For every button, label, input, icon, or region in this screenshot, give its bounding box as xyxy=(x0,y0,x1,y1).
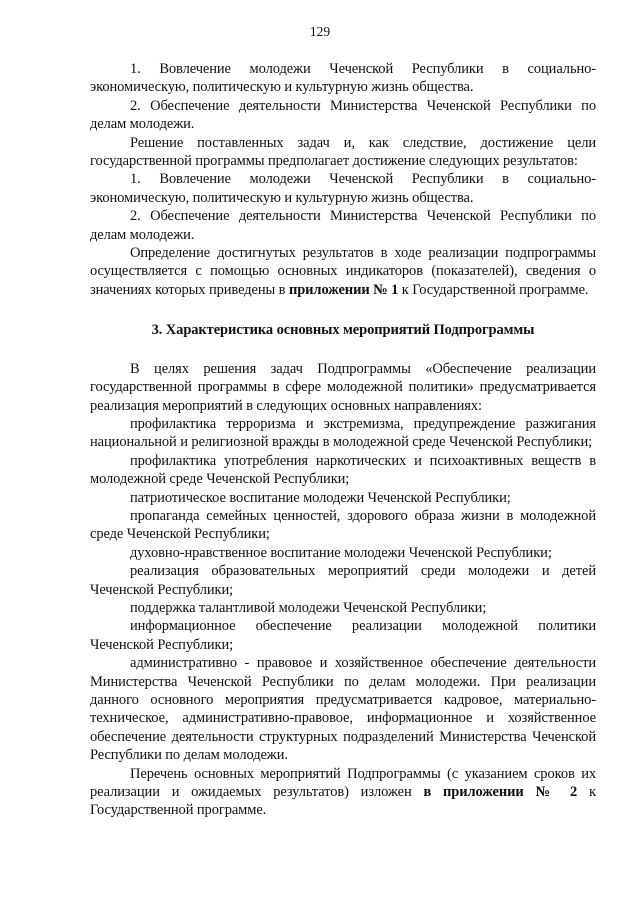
direction-drug-prevention: профилактика употребления наркотических и психоактивных веществ в молодежной среде Чеченской Республики; xyxy=(90,452,596,488)
direction-educational-events: реализация образовательных мероприятий среди молодежи и детей Чеченской Республики; xyxy=(90,563,596,598)
page-number: 129 xyxy=(309,24,331,39)
paragraph-results-intro: Решение поставленных задач и, как следствие, достижение цели государственной программы предполагает достижение следующих результатов: xyxy=(90,134,596,170)
section-heading: 3. Характеристика основных мероприятий Подпрограммы xyxy=(151,322,535,339)
events-list-text: Перечень основных мероприятий Подпрограммы (с указанием сроков их реализации и ожидаемых результатов) изложен xyxy=(90,765,596,801)
paragraph-result-2: 2. Обеспечение деятельности Министерства Чеченской Республики по делам молодежи. xyxy=(90,208,596,243)
direction-information-support: информационное обеспечение реализации молодежной политики Чеченской Республики; xyxy=(90,618,596,653)
direction-moral-education: духовно-нравственное воспитание молодежи Чеченской Республики; xyxy=(130,544,552,561)
events-list-text-end: к Государственной программе. xyxy=(90,784,596,819)
appendix-2-reference: в приложении № 2 xyxy=(423,784,578,801)
paragraph-events-list xyxy=(90,765,596,820)
page-content xyxy=(90,60,596,820)
direction-family-values: пропаганда семейных ценностей, здорового образа жизни в молодежной среде Чеченской Республики; xyxy=(90,507,596,543)
direction-terrorism-prevention: профилактика терроризма и экстремизма, предупреждение разжигания национальной и религиозной вражды в молодежной среде Чеченской Республики; xyxy=(90,415,596,451)
indicators-text: Определение достигнутых результатов в ходе реализации подпрограммы осуществляется с помощью основных индикаторов (показателей), сведения о значениях которых приведены в xyxy=(90,245,596,298)
paragraph-directions-intro: В целях решения задач Подпрограммы «Обеспечение реализации государственной программы в сфере молодежной политики» предусматривается реализация мероприятий в следующих основных направлениях: xyxy=(90,360,596,414)
indicators-text-end: к Государственной программе. xyxy=(398,281,589,298)
paragraph-result-1: 1. Вовлечение молодежи Чеченской Республики в социально-экономическую, политическую и культурную жизнь общества. xyxy=(90,171,596,206)
paragraph-indicators xyxy=(90,244,596,299)
direction-talented-youth: поддержка талантливой молодежи Чеченской Республики; xyxy=(130,599,487,616)
paragraph-goal-1: 1. Вовлечение молодежи Чеченской Республики в социально-экономическую, политическую и культурную жизнь общества. xyxy=(90,61,596,96)
appendix-1-reference: приложении № 1 xyxy=(288,281,399,298)
direction-patriotic-education: патриотическое воспитание молодежи Чеченской Республики; xyxy=(130,489,511,506)
direction-administrative-support: административно - правовое и хозяйственное обеспечение деятельности Министерства Чеченской Республики по делам молодежи. При реализации данного основного мероприятия предусматривается кадровое, материально-техническое, административно-правовое, информационное и хозяйственное обеспечение деятельности структурных подразделений Министерства Чеченской Республики по делам молодежи. xyxy=(90,655,596,764)
paragraph-goal-2: 2. Обеспечение деятельности Министерства Чеченской Республики по делам молодежи. xyxy=(90,97,596,133)
